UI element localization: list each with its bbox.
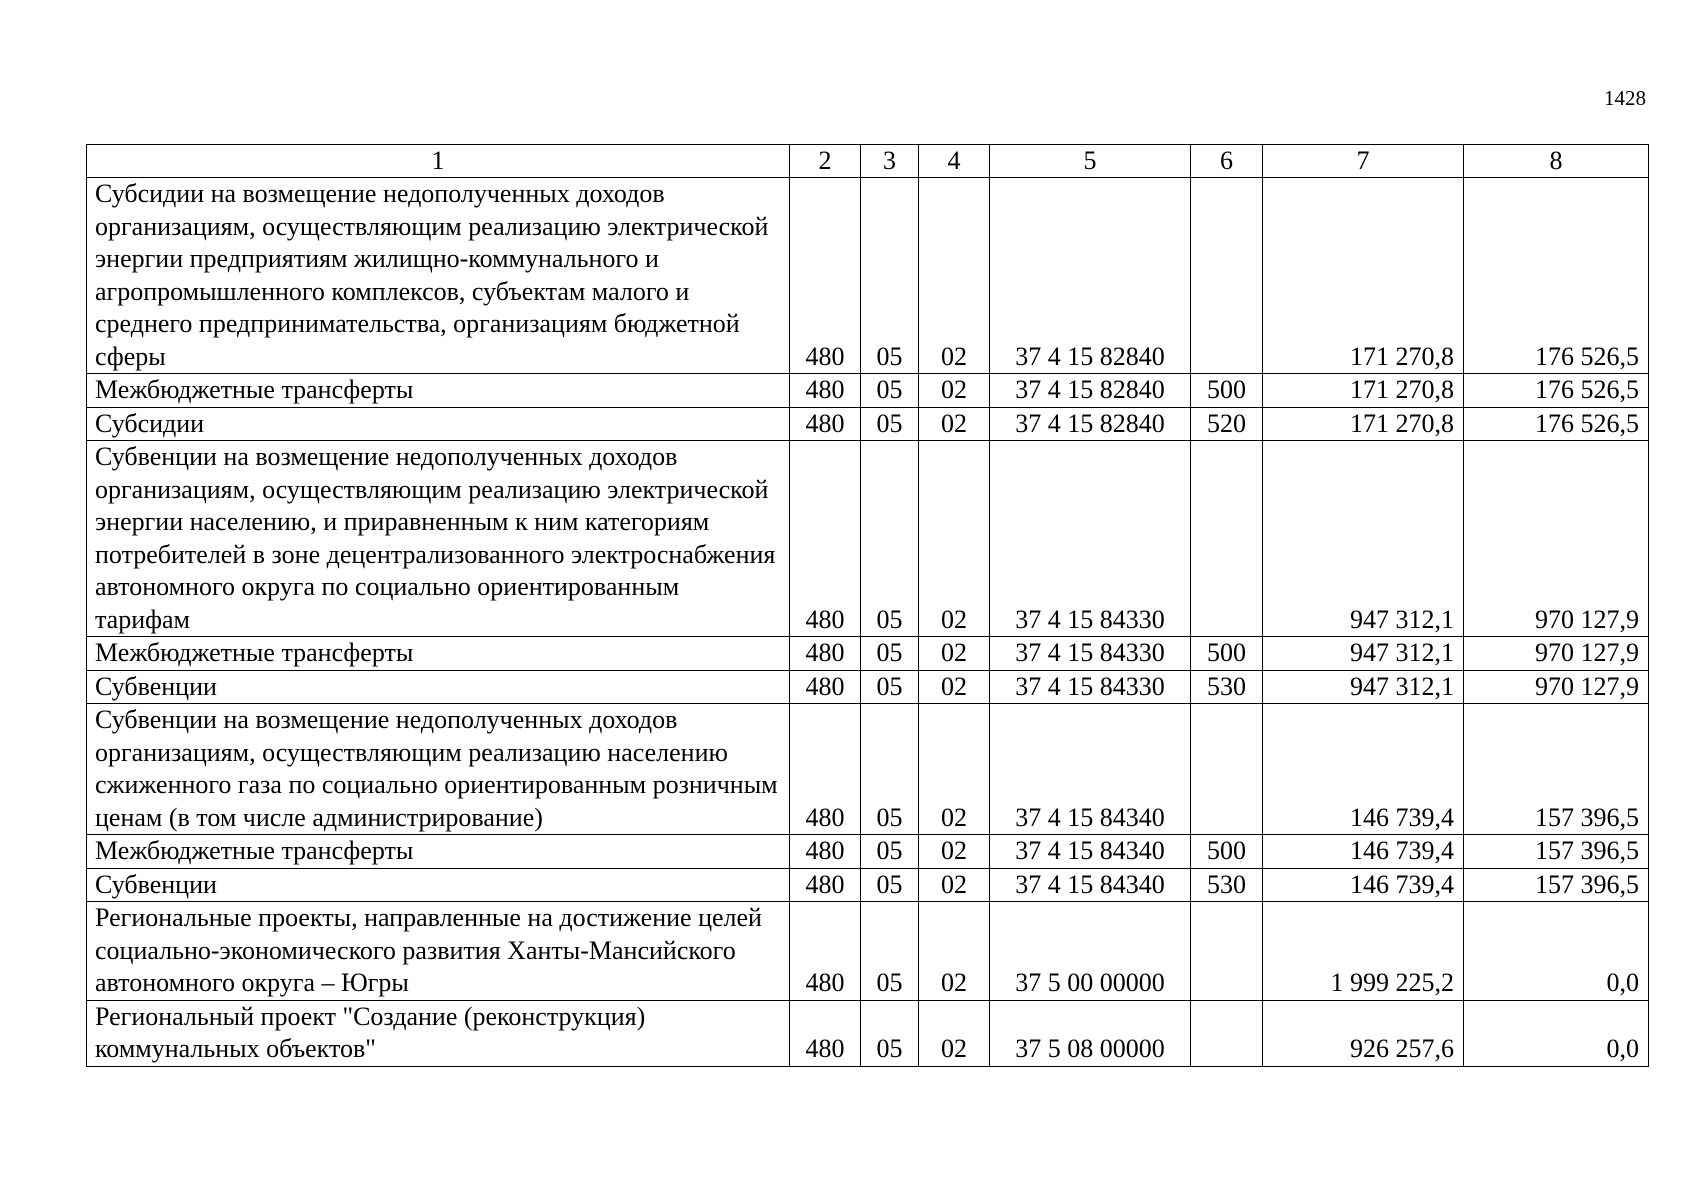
row-section-cell: 05 xyxy=(861,835,919,869)
row-name-cell: Субвенции на возмещение недополученных доходов организациям, осуществляющим реализацию электрической энергии населению, и приравненным к ним категориям потребителей в зоне децентрализованного электроснабжения автономного округа по социально ориентированным тарифам xyxy=(87,441,790,637)
row-expense-type-cell: 500 xyxy=(1191,835,1263,869)
row-amount-col8-cell: 0,0 xyxy=(1464,902,1649,1001)
row-admin-code-cell: 480 xyxy=(790,868,861,902)
row-target-article-cell: 37 4 15 82840 xyxy=(990,374,1191,408)
row-section-cell: 05 xyxy=(861,868,919,902)
row-name-cell: Субвенции xyxy=(87,670,790,704)
row-amount-col8-cell: 157 396,5 xyxy=(1464,868,1649,902)
row-section-cell: 05 xyxy=(861,178,919,374)
header-cell: 4 xyxy=(919,145,990,178)
row-subsection-cell: 02 xyxy=(919,1000,990,1066)
row-admin-code-cell: 480 xyxy=(790,637,861,671)
row-admin-code-cell: 480 xyxy=(790,374,861,408)
row-name-cell: Субвенции xyxy=(87,868,790,902)
row-amount-col7-cell: 171 270,8 xyxy=(1263,407,1464,441)
row-amount-col8-cell: 157 396,5 xyxy=(1464,704,1649,835)
row-target-article-cell: 37 4 15 84340 xyxy=(990,835,1191,869)
row-target-article-cell: 37 4 15 84340 xyxy=(990,704,1191,835)
row-admin-code-cell: 480 xyxy=(790,178,861,374)
row-name-cell: Субсидии на возмещение недополученных доходов организациям, осуществляющим реализацию электрической энергии предприятиям жилищно-коммунального и агропромышленного комплексов, субъектам малого и среднего предпринимательства, организациям бюджетной сферы xyxy=(87,178,790,374)
row-section-cell: 05 xyxy=(861,637,919,671)
row-amount-col8-cell: 0,0 xyxy=(1464,1000,1649,1066)
row-amount-col8-cell: 970 127,9 xyxy=(1464,670,1649,704)
header-cell: 1 xyxy=(87,145,790,178)
row-name-cell: Межбюджетные трансферты xyxy=(87,374,790,408)
row-target-article-cell: 37 4 15 84340 xyxy=(990,868,1191,902)
row-subsection-cell: 02 xyxy=(919,704,990,835)
row-amount-col8-cell: 176 526,5 xyxy=(1464,374,1649,408)
row-section-cell: 05 xyxy=(861,407,919,441)
row-subsection-cell: 02 xyxy=(919,902,990,1001)
header-cell: 7 xyxy=(1263,145,1464,178)
header-cell: 5 xyxy=(990,145,1191,178)
row-admin-code-cell: 480 xyxy=(790,835,861,869)
row-target-article-cell: 37 5 00 00000 xyxy=(990,902,1191,1001)
row-section-cell: 05 xyxy=(861,1000,919,1066)
row-section-cell: 05 xyxy=(861,670,919,704)
row-amount-col7-cell: 926 257,6 xyxy=(1263,1000,1464,1066)
budget-table xyxy=(86,144,1649,1067)
row-name-cell: Субсидии xyxy=(87,407,790,441)
row-admin-code-cell: 480 xyxy=(790,1000,861,1066)
table-row xyxy=(87,835,1649,869)
header-cell: 3 xyxy=(861,145,919,178)
row-section-cell: 05 xyxy=(861,902,919,1001)
row-section-cell: 05 xyxy=(861,704,919,835)
row-name-cell: Субвенции на возмещение недополученных доходов организациям, осуществляющим реализацию населению сжиженного газа по социально ориентированным розничным ценам (в том числе администрирование) xyxy=(87,704,790,835)
table-row xyxy=(87,441,1649,637)
row-expense-type-cell xyxy=(1191,178,1263,374)
table-row xyxy=(87,637,1649,671)
row-amount-col8-cell: 157 396,5 xyxy=(1464,835,1649,869)
row-target-article-cell: 37 4 15 82840 xyxy=(990,178,1191,374)
row-target-article-cell: 37 5 08 00000 xyxy=(990,1000,1191,1066)
table-row xyxy=(87,407,1649,441)
row-subsection-cell: 02 xyxy=(919,670,990,704)
row-expense-type-cell xyxy=(1191,902,1263,1001)
row-admin-code-cell: 480 xyxy=(790,441,861,637)
row-name-cell: Региональные проекты, направленные на достижение целей социально-экономического развития Ханты-Мансийского автономного округа – Югры xyxy=(87,902,790,1001)
row-expense-type-cell: 530 xyxy=(1191,670,1263,704)
row-name-cell: Межбюджетные трансферты xyxy=(87,835,790,869)
row-expense-type-cell: 520 xyxy=(1191,407,1263,441)
row-admin-code-cell: 480 xyxy=(790,670,861,704)
row-subsection-cell: 02 xyxy=(919,178,990,374)
table-row xyxy=(87,704,1649,835)
page-number: 1428 xyxy=(1604,86,1646,110)
row-target-article-cell: 37 4 15 84330 xyxy=(990,670,1191,704)
header-cell: 8 xyxy=(1464,145,1649,178)
row-expense-type-cell: 530 xyxy=(1191,868,1263,902)
row-amount-col7-cell: 947 312,1 xyxy=(1263,637,1464,671)
row-section-cell: 05 xyxy=(861,374,919,408)
row-name-cell: Межбюджетные трансферты xyxy=(87,637,790,671)
row-amount-col8-cell: 970 127,9 xyxy=(1464,637,1649,671)
row-amount-col8-cell: 970 127,9 xyxy=(1464,441,1649,637)
row-amount-col7-cell: 146 739,4 xyxy=(1263,835,1464,869)
table-row xyxy=(87,902,1649,1001)
table-row xyxy=(87,868,1649,902)
row-amount-col7-cell: 146 739,4 xyxy=(1263,704,1464,835)
row-expense-type-cell xyxy=(1191,441,1263,637)
row-target-article-cell: 37 4 15 82840 xyxy=(990,407,1191,441)
header-cell: 2 xyxy=(790,145,861,178)
row-admin-code-cell: 480 xyxy=(790,902,861,1001)
row-expense-type-cell: 500 xyxy=(1191,374,1263,408)
header-cell: 6 xyxy=(1191,145,1263,178)
row-subsection-cell: 02 xyxy=(919,407,990,441)
row-expense-type-cell: 500 xyxy=(1191,637,1263,671)
table-header-row xyxy=(87,145,1649,178)
table-row xyxy=(87,670,1649,704)
row-subsection-cell: 02 xyxy=(919,374,990,408)
row-section-cell: 05 xyxy=(861,441,919,637)
table-row xyxy=(87,1000,1649,1066)
row-amount-col7-cell: 1 999 225,2 xyxy=(1263,902,1464,1001)
row-amount-col7-cell: 947 312,1 xyxy=(1263,670,1464,704)
row-subsection-cell: 02 xyxy=(919,441,990,637)
table-row xyxy=(87,178,1649,374)
row-amount-col8-cell: 176 526,5 xyxy=(1464,178,1649,374)
table-row xyxy=(87,374,1649,408)
row-target-article-cell: 37 4 15 84330 xyxy=(990,441,1191,637)
row-target-article-cell: 37 4 15 84330 xyxy=(990,637,1191,671)
row-admin-code-cell: 480 xyxy=(790,704,861,835)
row-amount-col8-cell: 176 526,5 xyxy=(1464,407,1649,441)
row-admin-code-cell: 480 xyxy=(790,407,861,441)
row-amount-col7-cell: 171 270,8 xyxy=(1263,178,1464,374)
row-amount-col7-cell: 171 270,8 xyxy=(1263,374,1464,408)
row-name-cell: Региональный проект "Создание (реконструкция) коммунальных объектов" xyxy=(87,1000,790,1066)
row-subsection-cell: 02 xyxy=(919,835,990,869)
row-subsection-cell: 02 xyxy=(919,637,990,671)
row-subsection-cell: 02 xyxy=(919,868,990,902)
row-expense-type-cell xyxy=(1191,1000,1263,1066)
row-expense-type-cell xyxy=(1191,704,1263,835)
row-amount-col7-cell: 947 312,1 xyxy=(1263,441,1464,637)
row-amount-col7-cell: 146 739,4 xyxy=(1263,868,1464,902)
